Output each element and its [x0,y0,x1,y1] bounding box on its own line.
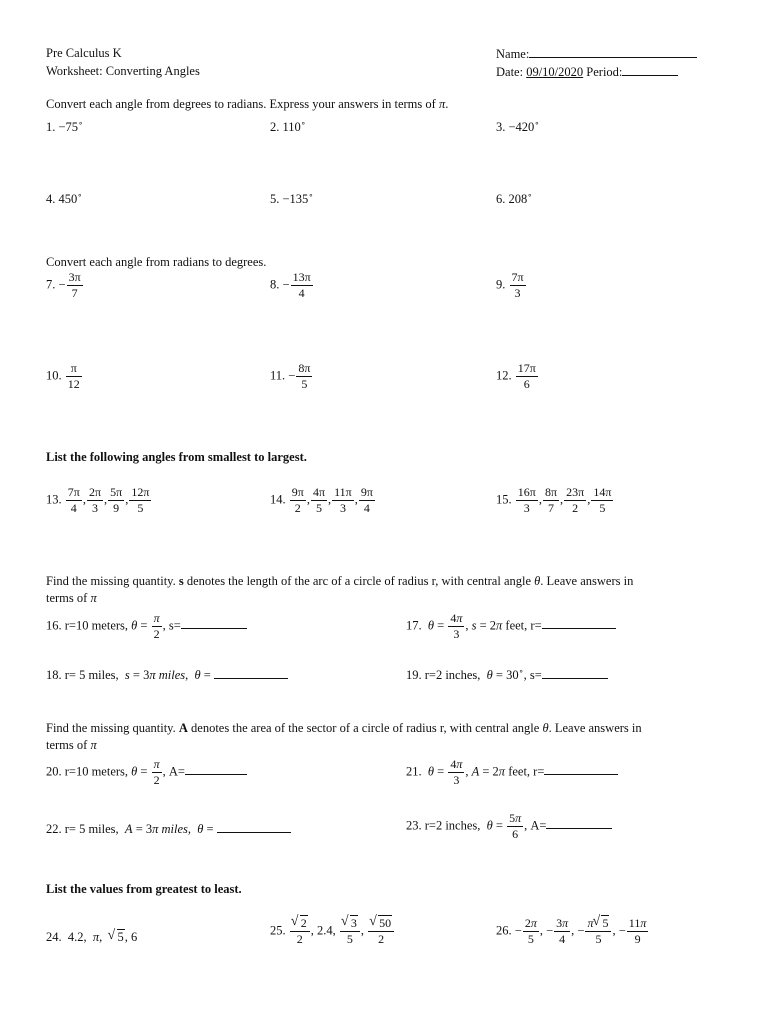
problem-10: 10. $\frac{\pi}{12}$ [46,361,80,391]
problem-15: 15. $\frac{16\pi}{3}$ , $\frac{8\pi}{7}$ , $\frac{23\pi}{2}$ , $\frac{14\pi}{5}$ [496,485,612,515]
problem-9: 9. $\frac{7\pi}{3}$ [496,270,524,300]
answer-blank-20[interactable] [185,763,247,775]
answer-blank-23[interactable] [546,817,612,829]
problem-7: 7. − $\frac{3\pi}{7}$ [46,270,81,300]
answer-blank-17[interactable] [542,617,616,629]
date-value: 09/10/2020 [526,65,584,79]
section5-instruction: Find the missing quantity. A denotes the area of the sector of a circle of radius r, with central angle θ. Leave answers in [46,721,642,735]
problem-12: 12. $\frac{17\pi}{6}$ [496,361,536,391]
answer-blank-16[interactable] [181,617,247,629]
date-line: Date: 09/10/2020 Period: [496,64,678,80]
section4-instruction: Find the missing quantity. s denotes the length of the arc of a circle of radius r, with central angle θ. Leave answers in [46,574,634,588]
problem-26: 26. − $\frac{2\pi}{5}$ , − $\frac{3\pi}{4}$ , − $\frac{\pi√ 5}{5}$ , − $\frac{11\pi}{9}$ [496,917,649,946]
problem-19: 19. r=2 inches, θ = 30∘, s= [406,667,608,683]
section2-instruction: Convert each angle from radians to degrees. [46,255,267,269]
answer-blank-22[interactable] [217,821,291,833]
section5-instruction-cont: terms of π [46,738,97,752]
problem-1: 1. −75∘ [46,119,84,135]
worksheet-title: Worksheet: Converting Angles [46,64,200,78]
section4-instruction-cont: terms of π [46,591,97,605]
section1-instruction: Convert each angle from degrees to radians. Express your answers in terms of π. [46,97,449,111]
name-line[interactable]: Name: [496,46,697,62]
problem-16: 16. r=10 meters, θ = $\frac{\pi}{2}$ , s= [46,612,247,641]
problem-14: 14. $\frac{9\pi}{2}$ , $\frac{4\pi}{5}$ , $\frac{11\pi}{3}$ , $\frac{9\pi}{4}$ [270,485,373,515]
name-blank[interactable] [529,46,697,58]
problem-11: 11. − $\frac{8\pi}{5}$ [270,361,311,391]
answer-blank-18[interactable] [214,667,288,679]
problem-5: 5. −135∘ [270,191,314,207]
answer-blank-21[interactable] [544,763,618,775]
problem-17: 17. θ = $\frac{4\pi}{3}$ , s = 2π feet, r= [406,612,616,641]
course-title: Pre Calculus K [46,46,122,60]
problem-3: 3. −420∘ [496,119,540,135]
problem-2: 2. 110∘ [270,119,306,135]
section3-instruction: List the following angles from smallest to largest. [46,450,307,464]
problem-8: 8. − $\frac{13\pi}{4}$ [270,270,311,300]
problem-6: 6. 208∘ [496,191,533,207]
problem-13: 13. $\frac{7\pi}{4}$ , $\frac{2\pi}{3}$ , $\frac{5\pi}{9}$ , $\frac{12\pi}{5}$ [46,485,150,515]
problem-20: 20. r=10 meters, θ = $\frac{\pi}{2}$ , A= [46,758,247,787]
problem-25: 25. √ $\frac{2}{2}$ , 2.4, √ $\frac{3}{5}$ , √ $\frac{50}{2}$ [270,917,395,946]
problem-18: 18. r= 5 miles, s = 3π miles, θ = [46,667,288,683]
period-blank[interactable] [622,64,678,76]
problem-22: 22. r= 5 miles, A = 3π miles, θ = [46,821,291,837]
problem-23: 23. r=2 inches, θ = $\frac{5\pi}{6}$ , A= [406,812,612,841]
problem-21: 21. θ = $\frac{4\pi}{3}$ , A = 2π feet, r= [406,758,618,787]
section6-instruction: List the values from greatest to least. [46,882,242,896]
answer-blank-19[interactable] [542,667,608,679]
problem-24: 24. 4.2, π, √ 5, 6 [46,930,137,945]
problem-4: 4. 450∘ [46,191,83,207]
